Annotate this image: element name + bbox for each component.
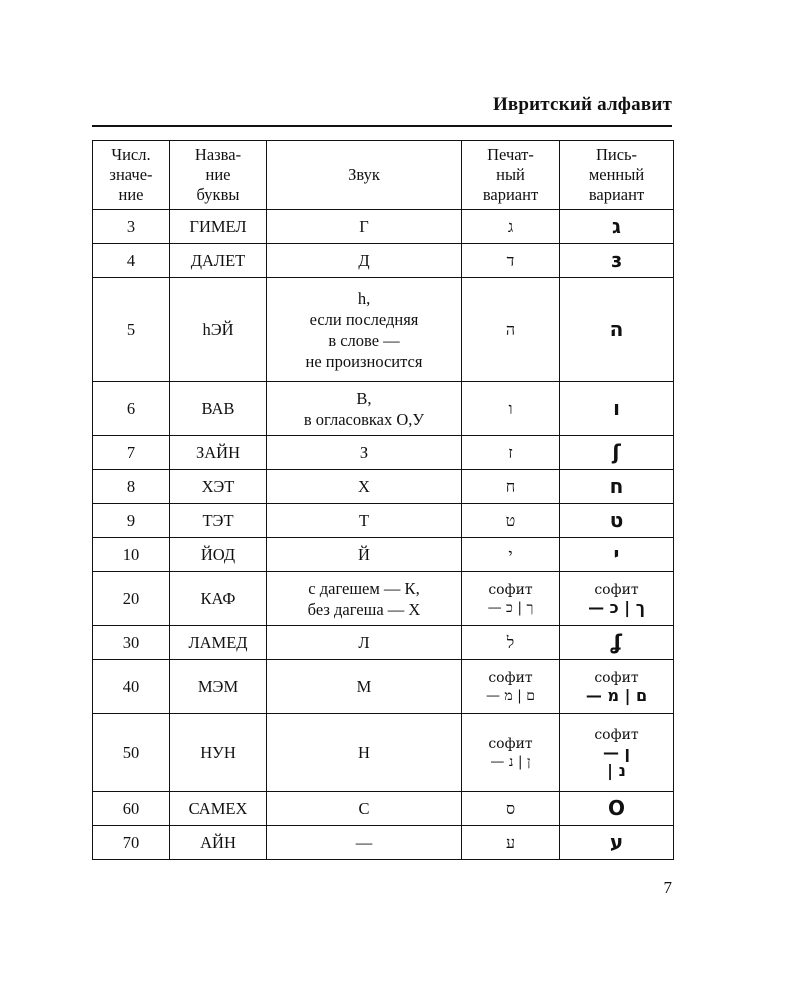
sound-line: З [359,443,369,462]
cell-sound [267,826,462,860]
hebrew-alphabet-table [92,140,674,860]
cell-script [560,538,674,572]
print-glyph: ו [508,399,513,418]
cell-print [462,436,560,470]
table-row [93,626,674,660]
table-header-row [93,141,674,210]
script-sofit-line: | נ [607,760,626,780]
cell-letter-name: ТЭТ [170,504,267,538]
cell-sound [267,244,462,278]
header-number: Числ. значе- ние [93,141,170,210]
cell-script [560,470,674,504]
print-glyph: ל [506,633,515,652]
cell-print [462,572,560,626]
cell-number: 10 [93,538,170,572]
script-glyph: ה [609,317,624,341]
table-row [93,244,674,278]
cell-sound [267,210,462,244]
print-sofit-line: — ך | כ [487,599,534,616]
sound-line: Л [358,633,370,652]
cell-letter-name: hЭЙ [170,278,267,382]
header-sound: Звук [267,141,462,210]
table-row [93,278,674,382]
cell-sound [267,626,462,660]
script-glyph: ʆ [610,630,623,654]
cell-letter-name: МЭМ [170,660,267,714]
cell-print [462,792,560,826]
script-glyph: י [613,542,620,566]
print-sofit-line: софит [488,735,533,752]
table-row [93,792,674,826]
sound-line: В, [356,388,372,408]
cell-number: 4 [93,244,170,278]
sound-line: Й [358,545,370,564]
print-sofit-line: — ם | מ [485,687,536,704]
script-sofit-line: — ן [602,742,631,762]
table-row [93,504,674,538]
cell-letter-name: НУН [170,714,267,792]
table-row [93,470,674,504]
cell-script [560,626,674,660]
print-sofit-line: — ן | נ [490,753,531,770]
cell-script [560,660,674,714]
script-sofit-line: — ם | מ [585,685,648,705]
cell-number: 3 [93,210,170,244]
print-glyph: ד [506,251,515,270]
script-glyph: ג [612,214,621,238]
cell-print [462,210,560,244]
cell-script [560,382,674,436]
script-sofit-line: — ך | כ [588,597,645,617]
script-sofit-line: софит [594,726,639,743]
sound-line: М [356,677,372,696]
cell-sound [267,660,462,714]
print-glyph: ס [505,799,516,818]
sound-line: Т [358,511,370,530]
cell-number: 8 [93,470,170,504]
cell-print [462,826,560,860]
cell-script [560,244,674,278]
header-script: Пись- менный вариант [560,141,674,210]
cell-print [462,470,560,504]
cell-sound [267,470,462,504]
cell-script [560,826,674,860]
header-print: Печат- ный вариант [462,141,560,210]
script-sofit-line: софит [594,581,639,598]
cell-number: 40 [93,660,170,714]
cell-sound [267,572,462,626]
cell-number: 20 [93,572,170,626]
print-glyph: ט [505,511,516,530]
print-glyph: י [508,545,513,564]
sound-line: Г [359,217,369,236]
script-glyph: ו [613,396,620,420]
cell-print [462,382,560,436]
cell-print [462,278,560,382]
sound-line: Д [358,251,370,270]
table-row [93,436,674,470]
sound-line: с дагешем — К, [308,578,420,598]
cell-script [560,504,674,538]
header-letter-name: Назва- ние буквы [170,141,267,210]
cell-letter-name: ЗАЙН [170,436,267,470]
page-number: 7 [663,878,672,897]
cell-letter-name: АЙН [170,826,267,860]
cell-letter-name: ХЭТ [170,470,267,504]
print-glyph: ג [507,217,514,236]
cell-script [560,278,674,382]
table-row [93,572,674,626]
sound-line: — [355,833,373,852]
cell-number: 70 [93,826,170,860]
print-sofit-line: софит [488,581,533,598]
sound-line: С [358,799,370,818]
sound-line: без дагеша — Х [307,599,421,619]
cell-number: 9 [93,504,170,538]
cell-script [560,792,674,826]
cell-print [462,626,560,660]
cell-sound [267,504,462,538]
cell-number: 6 [93,382,170,436]
cell-script [560,210,674,244]
cell-number: 30 [93,626,170,660]
table-row [93,210,674,244]
script-glyph: ט [609,508,624,532]
sound-line: в слове — [328,330,400,350]
cell-letter-name: ДАЛЕТ [170,244,267,278]
section-title: Ивритский алфавит [492,94,672,115]
print-glyph: ח [505,477,516,496]
table-row [93,538,674,572]
script-glyph: O [607,796,625,820]
cell-sound [267,278,462,382]
cell-sound [267,436,462,470]
cell-letter-name: САМЕХ [170,792,267,826]
script-glyph: ח [609,474,624,498]
cell-script [560,572,674,626]
cell-number: 60 [93,792,170,826]
table-row [93,714,674,792]
script-glyph: ʃ [612,440,621,464]
table-row [93,826,674,860]
cell-letter-name: ЛАМЕД [170,626,267,660]
cell-number: 7 [93,436,170,470]
cell-print [462,244,560,278]
cell-letter-name: ЙОД [170,538,267,572]
cell-sound [267,382,462,436]
print-sofit-line: софит [488,669,533,686]
cell-print [462,660,560,714]
sound-line: не произносится [305,351,423,371]
table-body [93,210,674,860]
cell-letter-name: КАФ [170,572,267,626]
title-rule [92,125,672,127]
cell-sound [267,792,462,826]
print-glyph: ה [505,320,516,339]
cell-sound [267,538,462,572]
sound-line: h, [357,288,371,308]
sound-line: если последняя [309,309,419,329]
print-glyph: ז [508,443,513,462]
table-row [93,660,674,714]
sound-line: Н [358,743,370,762]
cell-number: 50 [93,714,170,792]
cell-print [462,504,560,538]
sound-line: в огласовках О,У [303,409,425,429]
script-glyph: ɜ [611,248,622,272]
print-glyph: ע [505,833,516,852]
cell-print [462,538,560,572]
cell-number: 5 [93,278,170,382]
sound-line: Х [358,477,370,496]
script-sofit-line: софит [594,669,639,686]
cell-print [462,714,560,792]
cell-sound [267,714,462,792]
script-glyph: ע [609,830,624,854]
cell-letter-name: ГИМЕЛ [170,210,267,244]
cell-script [560,714,674,792]
cell-letter-name: ВАВ [170,382,267,436]
cell-script [560,436,674,470]
table-row [93,382,674,436]
